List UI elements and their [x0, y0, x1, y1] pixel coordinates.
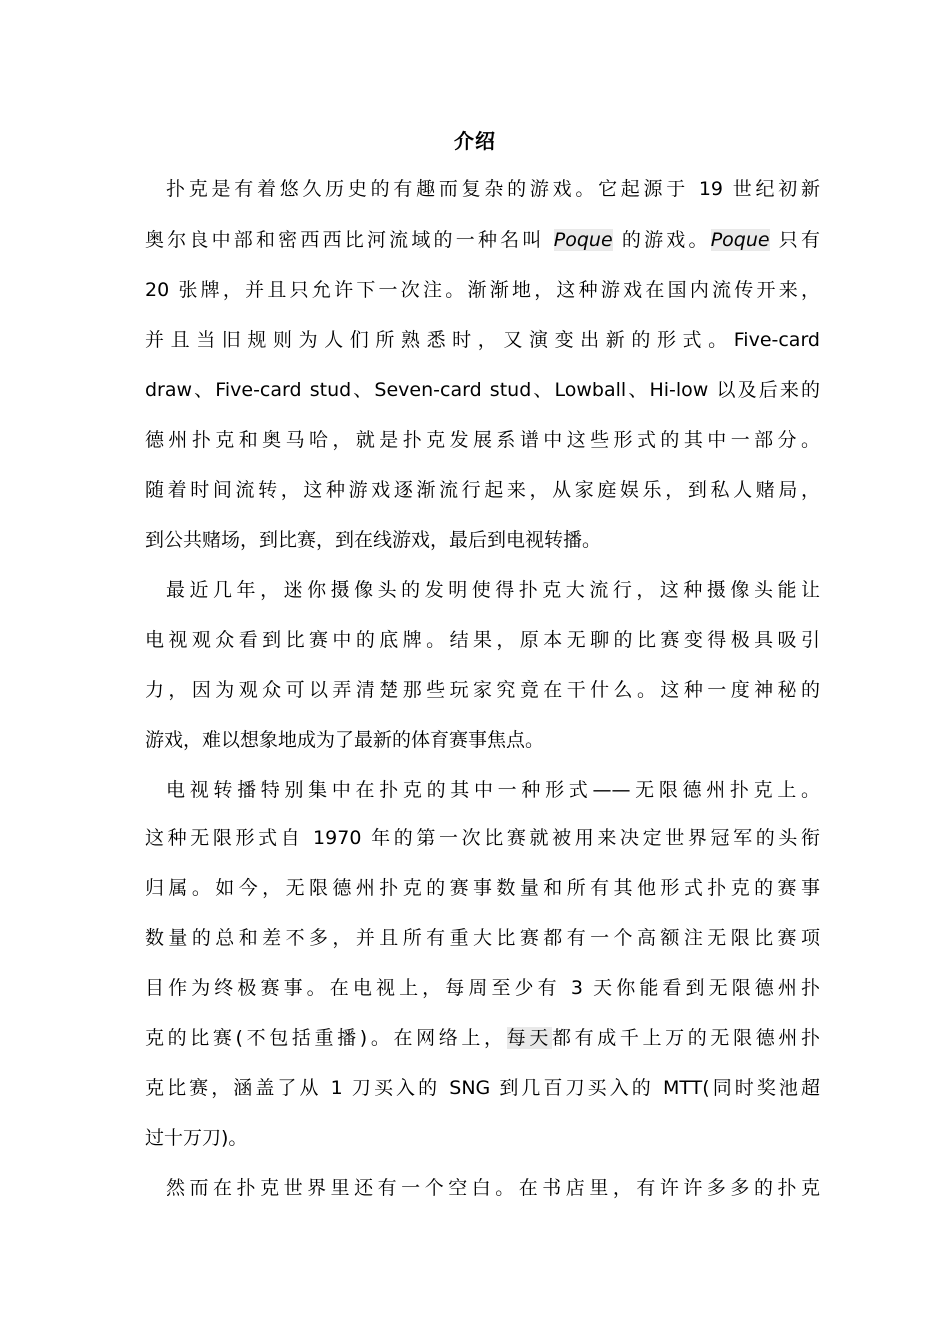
- text-span: 随着时间流转，这种游戏逐渐流行起来，从家庭娱乐，到私人赌局，: [145, 479, 820, 501]
- text-span: 电视转播特别集中在扑克的其中一种形式——无限德州扑克上。: [166, 779, 820, 801]
- text-span: 归属。如今，无限德州扑克的赛事数量和所有其他形式扑克的赛事: [145, 877, 820, 899]
- text-line: [145, 923, 820, 953]
- text-span: 只有: [769, 229, 820, 251]
- text-span: 的游戏。: [612, 229, 711, 251]
- text-line: [166, 575, 820, 605]
- page-title: 介绍: [454, 129, 496, 153]
- text-line: [166, 775, 820, 805]
- text-line: [145, 625, 820, 655]
- text-line: [145, 973, 820, 1003]
- text-line: [166, 174, 820, 204]
- text-span: 电视观众看到比赛中的底牌。结果，原本无聊的比赛变得极具吸引: [145, 629, 820, 651]
- text-span: 最近几年，迷你摄像头的发明使得扑克大流行，这种摄像头能让: [166, 579, 820, 601]
- text-line: [166, 1173, 820, 1203]
- highlighted-term: 每天: [506, 1027, 552, 1049]
- text-span: 扑克是有着悠久历史的有趣而复杂的游戏。它起源于 19 世纪初新: [166, 178, 820, 200]
- text-span: 克的比赛(不包括重播)。在网络上，: [145, 1027, 507, 1049]
- text-span: 克比赛，涵盖了从 1 刀买入的 SNG 到几百刀买入的 MTT(同时奖池超: [145, 1077, 820, 1099]
- text-span: 到公共赌场，到比赛，到在线游戏，最后到电视转播。: [145, 529, 602, 551]
- text-span: 20 张牌，并且只允许下一次注。渐渐地，这种游戏在国内流传开来，: [145, 279, 820, 301]
- text-line: [145, 525, 820, 555]
- text-line: [145, 1023, 820, 1053]
- text-span: 奥尔良中部和密西西比河流域的一种名叫: [145, 229, 554, 251]
- text-line: [145, 225, 820, 255]
- text-line: [145, 325, 820, 355]
- text-line: [145, 475, 820, 505]
- text-line: [145, 675, 820, 705]
- text-line: [145, 375, 820, 405]
- text-line: [145, 275, 820, 305]
- text-span: 游戏，难以想象地成为了最新的体育赛事焦点。: [145, 729, 545, 751]
- highlighted-term: Poque: [553, 229, 613, 251]
- text-line: [145, 873, 820, 903]
- text-span: 德州扑克和奥马哈，就是扑克发展系谱中这些形式的其中一部分。: [145, 429, 820, 451]
- text-line: [145, 425, 820, 455]
- text-span: 数量的总和差不多，并且所有重大比赛都有一个高额注无限比赛项: [145, 927, 820, 949]
- text-span: 目作为终极赛事。在电视上，每周至少有 3 天你能看到无限德州扑: [145, 977, 820, 999]
- text-line: [145, 725, 820, 755]
- text-line: [145, 1073, 820, 1103]
- text-span: draw、Five-card stud、Seven-card stud、Lowball、Hi-low 以及后来的: [145, 379, 820, 401]
- text-span: 过十万刀)。: [145, 1127, 248, 1149]
- text-span: 然而在扑克世界里还有一个空白。在书店里，有许许多多的扑克: [166, 1177, 820, 1199]
- text-span: 都有成千上万的无限德州扑: [551, 1027, 820, 1049]
- text-line: [145, 823, 820, 853]
- text-span: 这种无限形式自 1970 年的第一次比赛就被用来决定世界冠军的头衔: [145, 827, 820, 849]
- text-line: [145, 1123, 820, 1153]
- text-span: 并且当旧规则为人们所熟悉时，又演变出新的形式。Five-card: [145, 329, 820, 351]
- highlighted-term: Poque: [710, 229, 770, 251]
- text-span: 力，因为观众可以弄清楚那些玩家究竟在干什么。这种一度神秘的: [145, 679, 820, 701]
